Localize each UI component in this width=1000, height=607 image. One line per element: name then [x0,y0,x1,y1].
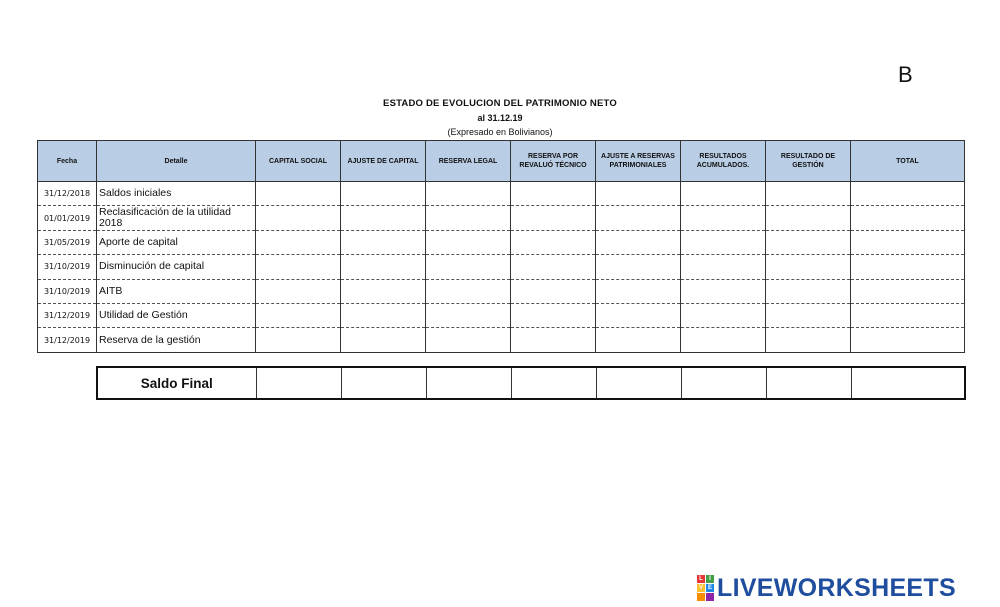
input-cell[interactable] [766,367,851,399]
col-header-reserva-legal: RESERVA LEGAL [426,141,511,182]
input-cell[interactable] [511,279,596,303]
input-cell[interactable] [511,182,596,206]
table-row [38,206,965,230]
brand-name: LIVEWORKSHEETS [717,573,956,602]
input-cell[interactable] [511,230,596,254]
input-cell[interactable] [596,182,681,206]
input-cell[interactable] [341,230,426,254]
logo-block: V [698,585,703,591]
input-cell[interactable] [851,367,965,399]
table-header-row [38,141,965,182]
input-cell[interactable] [766,206,851,230]
input-cell[interactable] [766,182,851,206]
input-cell[interactable] [341,328,426,352]
input-cell[interactable] [256,367,341,399]
input-cell[interactable] [766,303,851,327]
table-row [38,303,965,327]
liveworksheets-logo [697,573,956,603]
input-cell[interactable] [256,328,341,352]
input-cell[interactable] [426,279,511,303]
input-cell[interactable] [341,279,426,303]
input-cell[interactable] [851,206,965,230]
row-detail: Reserva de la gestión [97,328,256,352]
col-header-reserva-revaluo: RESERVA POR REVALUÓ TÉCNICO [511,141,596,182]
input-cell[interactable] [681,367,766,399]
input-cell[interactable] [596,230,681,254]
input-cell[interactable] [511,367,596,399]
col-header-resultado-gestion: RESULTADO DE GESTIÓN [766,141,851,182]
input-cell[interactable] [256,279,341,303]
input-cell[interactable] [426,255,511,279]
input-cell[interactable] [681,328,766,352]
input-cell[interactable] [256,303,341,327]
col-header-detalle: Detalle [97,141,256,182]
row-date: 31/05/2019 [38,230,97,254]
input-cell[interactable] [511,328,596,352]
input-cell[interactable] [766,230,851,254]
input-cell[interactable] [851,230,965,254]
col-header-resultados-acumulados: RESULTADOS ACUMULADOS. [681,141,766,182]
row-detail: Reclasificación de la utilidad 2018 [97,206,256,230]
input-cell[interactable] [426,182,511,206]
table-row [38,182,965,206]
row-detail: Aporte de capital [97,230,256,254]
input-cell[interactable] [341,255,426,279]
logo-block: L [697,575,705,583]
input-cell[interactable] [341,206,426,230]
row-date: 31/12/2019 [38,303,97,327]
currency-note: (Expresado en Bolivianos) [447,127,553,137]
logo-block [706,593,714,601]
input-cell[interactable] [426,303,511,327]
row-detail: Saldos iniciales [97,182,256,206]
row-detail: Disminución de capital [97,255,256,279]
input-cell[interactable] [851,303,965,327]
table-row [38,279,965,303]
col-header-fecha: Fecha [38,141,97,182]
final-balance-row [97,367,965,399]
col-header-ajuste-capital: AJUSTE DE CAPITAL [341,141,426,182]
input-cell[interactable] [426,230,511,254]
input-cell[interactable] [596,367,681,399]
col-header-capital-social: CAPITAL SOCIAL [256,141,341,182]
report-date: al 31.12.19 [477,113,523,123]
input-cell[interactable] [766,255,851,279]
input-cell[interactable] [681,182,766,206]
input-cell[interactable] [426,206,511,230]
input-cell[interactable] [341,182,426,206]
input-cell[interactable] [426,367,511,399]
input-cell[interactable] [596,206,681,230]
input-cell[interactable] [256,182,341,206]
input-cell[interactable] [596,279,681,303]
row-date: 31/12/2018 [38,182,97,206]
table-row [38,230,965,254]
input-cell[interactable] [851,255,965,279]
input-cell[interactable] [511,303,596,327]
input-cell[interactable] [681,206,766,230]
input-cell[interactable] [851,182,965,206]
input-cell[interactable] [511,206,596,230]
input-cell[interactable] [596,328,681,352]
col-header-total: TOTAL [851,141,965,182]
equity-table [37,140,965,353]
row-date: 01/01/2019 [38,206,97,230]
input-cell[interactable] [256,255,341,279]
input-cell[interactable] [766,328,851,352]
input-cell[interactable] [681,230,766,254]
input-cell[interactable] [596,255,681,279]
row-date: 31/10/2019 [38,255,97,279]
final-balance-table [96,366,966,400]
row-date: 31/10/2019 [38,279,97,303]
logo-blocks-icon [697,575,714,601]
logo-block: E [707,585,712,591]
corner-letter: B [898,62,913,87]
input-cell[interactable] [851,328,965,352]
input-cell[interactable] [681,303,766,327]
input-cell[interactable] [341,367,426,399]
table-row [38,328,965,352]
col-header-ajuste-reservas: AJUSTE A RESERVAS PATRIMONIALES [596,141,681,182]
report-title: ESTADO DE EVOLUCION DEL PATRIMONIO NETO [383,98,617,109]
input-cell[interactable] [256,206,341,230]
input-cell[interactable] [681,255,766,279]
row-date: 31/12/2019 [38,328,97,352]
input-cell[interactable] [596,303,681,327]
input-cell[interactable] [766,279,851,303]
input-cell[interactable] [256,230,341,254]
final-balance-label: Saldo Final [97,367,256,399]
input-cell[interactable] [681,279,766,303]
logo-block [697,593,705,601]
logo-block: I [706,575,714,583]
input-cell[interactable] [511,255,596,279]
row-detail: Utilidad de Gestión [97,303,256,327]
row-detail: AITB [97,279,256,303]
input-cell[interactable] [426,328,511,352]
input-cell[interactable] [341,303,426,327]
table-row [38,255,965,279]
input-cell[interactable] [851,279,965,303]
